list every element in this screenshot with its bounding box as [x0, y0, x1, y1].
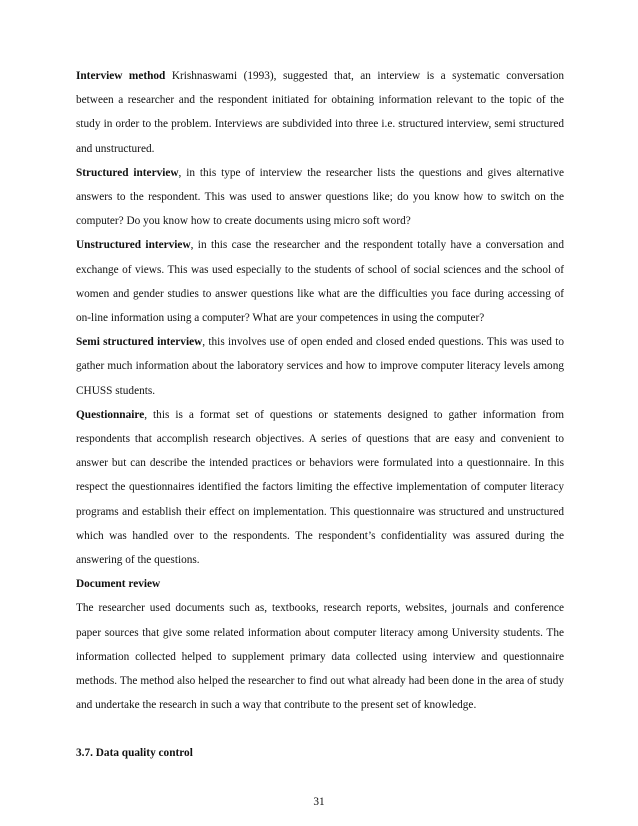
page-number: 31	[313, 796, 325, 808]
term-interview-method: Interview method	[76, 70, 166, 82]
text-unstructured-interview: , in this case the researcher and the respondent totally have a conversation and exchange of views. This was used especially to the students of school of social sciences and the school of women and gender studies to answer questions like what are the difficulties you face during accessing of on-line information using a computer? What are your competences in using the computer?	[76, 239, 564, 325]
term-questionnaire: Questionnaire	[76, 408, 145, 421]
paragraph-structured-interview	[76, 161, 564, 234]
term-semi-structured-interview: Semi structured interview	[76, 336, 203, 349]
term-unstructured-interview: Unstructured interview	[76, 239, 191, 252]
text-semi-structured-interview: , this involves use of open ended and closed ended questions. This was used to gather much information about the laboratory services and how to improve computer literacy levels among CHUSS students.	[76, 336, 564, 397]
document-review-heading: Document review	[76, 578, 161, 591]
text-interview-method: Krishnaswami (1993), suggested that, an interview is a systematic conversation between a researcher and the respondent initiated for obtaining information relevant to the topic of the study in order to the problem. Interviews are subdivided into three i.e. structured interview, semi structured and unstructured.	[76, 70, 565, 155]
paragraph-questionnaire	[76, 403, 564, 572]
paragraph-interview-method	[76, 64, 564, 161]
text-structured-interview: , in this type of interview the researcher lists the questions and gives alternative answers to the respondent. This was used to answer questions like; do you know how to switch on the computer? Do you know how to create documents using micro soft word?	[76, 166, 564, 228]
term-structured-interview: Structured interview	[76, 166, 179, 179]
section-heading: 3.7. Data quality control	[76, 747, 193, 760]
document-review-text: The researcher used documents such as, textbooks, research reports, websites, journals and conference paper sources that give some related information about computer literacy among University students. The information collected helped to supplement primary data collected using interview and questionnaire methods. The method also helped the researcher to find out what already had been done in the area of study and undertake the research in such a way that contribute to the present set of knowledge.	[76, 602, 564, 712]
paragraph-semi-structured-interview	[76, 330, 564, 403]
section-spacer	[76, 717, 564, 741]
document-page	[76, 64, 564, 766]
text-questionnaire: , this is a format set of questions or statements designed to gather information from respondents that accomplish research objectives. A series of questions that are easy and convenient to answer but can describe the intended practices or behaviors were formulated into a questionnaire. In this respect the questionnaires identified the factors limiting the effective implementation of computer literacy programs and establish their effect on implementation. This questionnaire was structured and unstructured which was handled over to the respondents. The respondent’s confidentiality was assured during the answering of the questions.	[76, 408, 564, 567]
paragraph-unstructured-interview	[76, 233, 564, 330]
